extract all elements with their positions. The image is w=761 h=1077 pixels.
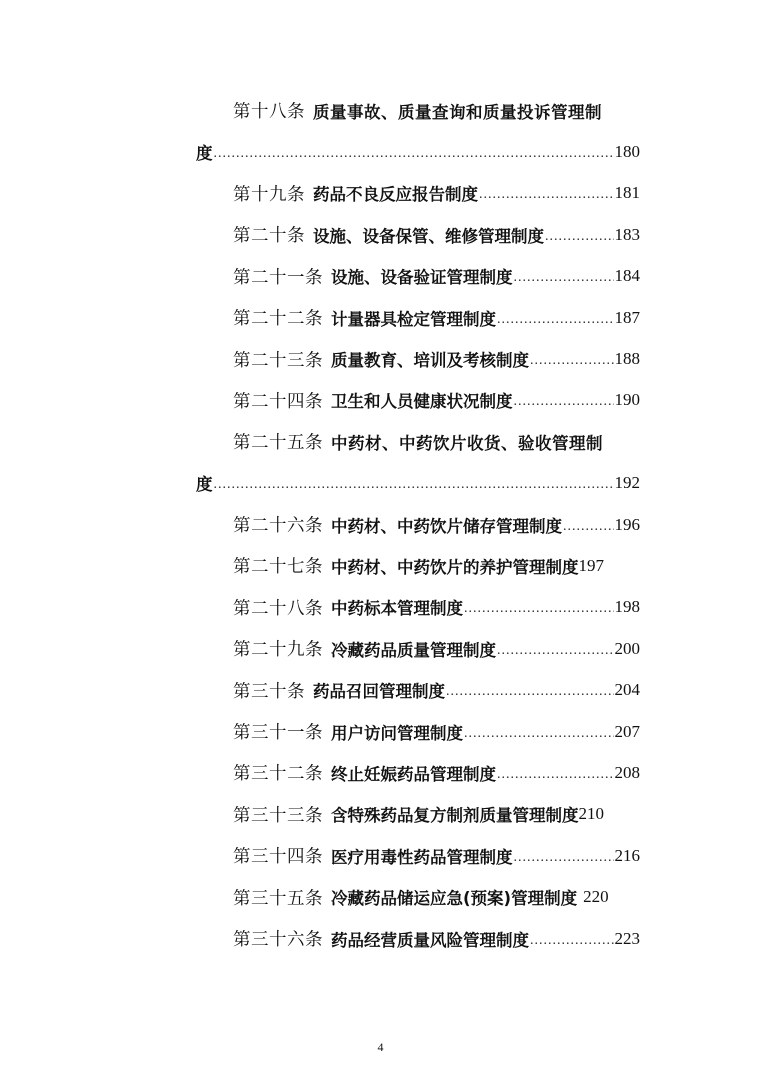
toc-entry-number: 第三十四条 xyxy=(233,846,323,867)
toc-entry-24[interactable] xyxy=(196,380,640,421)
toc-entry-number: 第十九条 xyxy=(233,183,305,204)
toc-entry-page: 198 xyxy=(614,597,640,617)
toc-entry-27[interactable] xyxy=(196,545,640,586)
toc-entry-title: 冷藏药品储运应急(预案)管理制度 xyxy=(331,889,578,909)
toc-entry-22[interactable] xyxy=(196,297,640,338)
toc-entry-number: 第二十三条 xyxy=(233,349,323,370)
toc-leader-dots xyxy=(514,270,614,286)
toc-leader-dots xyxy=(514,850,614,866)
toc-leader-dots xyxy=(214,146,614,162)
toc-entry-20[interactable] xyxy=(196,214,640,255)
toc-entry-page: 210 xyxy=(578,804,604,824)
toc-entry-title: 中药标本管理制度 xyxy=(331,599,463,619)
toc-entry-page: 223 xyxy=(614,928,640,948)
toc-entry-title: 设施、设备验证管理制度 xyxy=(331,268,513,288)
toc-entry-number: 第二十条 xyxy=(233,225,305,246)
toc-entry-title-continued: 度 xyxy=(196,475,213,495)
toc-entry-number: 第二十八条 xyxy=(233,597,323,618)
toc-entry-page: 188 xyxy=(614,349,640,369)
toc-leader-dots xyxy=(446,684,614,700)
toc-leader-dots xyxy=(497,643,614,659)
toc-entry-31[interactable] xyxy=(196,711,640,752)
toc-entry-number: 第三十条 xyxy=(233,680,305,701)
toc-entry-page: 197 xyxy=(578,555,604,575)
toc-entry-18-continued[interactable] xyxy=(196,131,640,172)
toc-entry-25-continued[interactable] xyxy=(196,463,640,504)
toc-entry-number: 第二十四条 xyxy=(233,390,323,411)
toc-entry-23[interactable] xyxy=(196,338,640,379)
toc-entry-page: 220 xyxy=(583,887,609,907)
toc-entry-title-continued: 度 xyxy=(196,144,213,164)
toc-leader-dots xyxy=(530,353,614,369)
toc-entry-36[interactable] xyxy=(196,918,640,959)
toc-leader-dots xyxy=(464,726,614,742)
toc-entry-page: 190 xyxy=(614,390,640,410)
table-of-contents xyxy=(196,90,640,959)
page-number: 4 xyxy=(377,1040,384,1054)
toc-entry-page: 200 xyxy=(614,638,640,658)
toc-entry-title: 冷藏药品质量管理制度 xyxy=(331,640,496,660)
toc-entry-page: 216 xyxy=(614,845,640,865)
toc-entry-page: 192 xyxy=(614,473,640,493)
toc-entry-29[interactable] xyxy=(196,628,640,669)
toc-entry-number: 第二十七条 xyxy=(233,556,323,577)
toc-entry-page: 184 xyxy=(614,266,640,286)
toc-entry-page: 181 xyxy=(614,183,640,203)
toc-entry-30[interactable] xyxy=(196,669,640,710)
toc-entry-title: 计量器具检定管理制度 xyxy=(331,309,496,329)
toc-entry-title: 质量教育、培训及考核制度 xyxy=(331,351,529,371)
toc-entry-number: 第二十九条 xyxy=(233,639,323,660)
toc-entry-page: 204 xyxy=(614,680,640,700)
toc-entry-number: 第三十三条 xyxy=(233,804,323,825)
toc-entry-title: 设施、设备保管、维修管理制度 xyxy=(313,226,544,246)
toc-leader-dots xyxy=(479,187,614,203)
toc-entry-25[interactable] xyxy=(196,421,640,462)
toc-entry-title: 药品经营质量风险管理制度 xyxy=(331,930,529,950)
toc-entry-number: 第二十五条 xyxy=(233,432,323,453)
toc-entry-18[interactable] xyxy=(196,90,640,131)
toc-leader-dots xyxy=(514,394,614,410)
toc-entry-title: 中药材、中药饮片的养护管理制度 xyxy=(331,557,579,577)
toc-entry-page: 180 xyxy=(614,142,640,162)
toc-entry-title: 终止妊娠药品管理制度 xyxy=(331,764,496,784)
toc-entry-page: 208 xyxy=(614,762,640,782)
toc-leader-dots xyxy=(563,519,614,535)
toc-entry-title: 含特殊药品复方制剂质量管理制度 xyxy=(331,806,579,826)
toc-entry-title: 医疗用毒性药品管理制度 xyxy=(331,847,513,867)
toc-leader-dots xyxy=(497,312,614,328)
toc-entry-number: 第十八条 xyxy=(233,101,305,122)
toc-entry-title: 中药材、中药饮片储存管理制度 xyxy=(331,516,562,536)
toc-leader-dots xyxy=(464,601,614,617)
toc-entry-page: 187 xyxy=(614,307,640,327)
toc-entry-number: 第二十一条 xyxy=(233,266,323,287)
toc-entry-28[interactable] xyxy=(196,587,640,628)
toc-entry-page: 196 xyxy=(614,514,640,534)
toc-entry-title: 质量事故、质量查询和质量投诉管理制 xyxy=(313,102,602,122)
toc-entry-number: 第二十六条 xyxy=(233,515,323,536)
toc-entry-19[interactable] xyxy=(196,173,640,214)
toc-entry-34[interactable] xyxy=(196,835,640,876)
toc-entry-page: 183 xyxy=(614,224,640,244)
toc-entry-number: 第三十二条 xyxy=(233,763,323,784)
toc-entry-title: 药品召回管理制度 xyxy=(313,682,445,702)
toc-entry-title: 卫生和人员健康状况制度 xyxy=(331,392,513,412)
toc-entry-33[interactable] xyxy=(196,794,640,835)
toc-entry-number: 第三十一条 xyxy=(233,722,323,743)
toc-entry-title: 用户访问管理制度 xyxy=(331,723,463,743)
toc-leader-dots xyxy=(214,477,614,493)
toc-entry-32[interactable] xyxy=(196,752,640,793)
toc-entry-26[interactable] xyxy=(196,504,640,545)
toc-leader-dots xyxy=(545,229,614,245)
toc-leader-dots xyxy=(530,933,614,949)
toc-entry-number: 第二十二条 xyxy=(233,308,323,329)
toc-entry-21[interactable] xyxy=(196,256,640,297)
toc-entry-title: 中药材、中药饮片收货、验收管理制 xyxy=(331,433,603,453)
toc-entry-title: 药品不良反应报告制度 xyxy=(313,185,478,205)
toc-entry-page: 207 xyxy=(614,721,640,741)
toc-entry-number: 第三十六条 xyxy=(233,929,323,949)
toc-leader-dots xyxy=(497,767,614,783)
toc-entry-35[interactable] xyxy=(196,876,640,917)
toc-entry-number: 第三十五条 xyxy=(233,887,323,908)
